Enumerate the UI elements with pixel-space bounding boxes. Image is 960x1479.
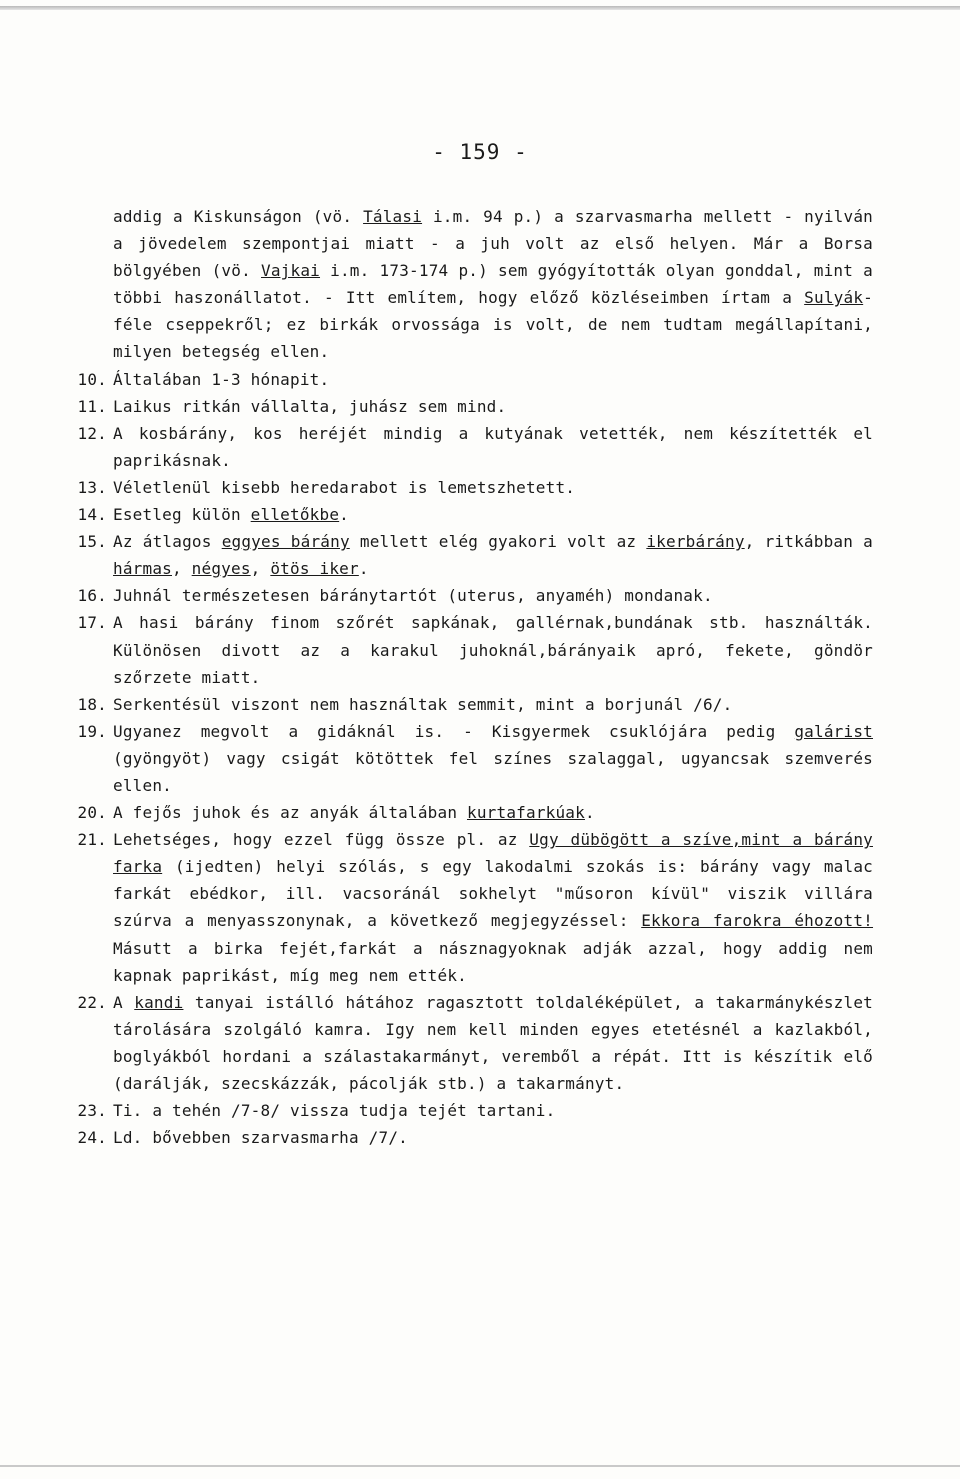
underlined-term: Ekkora farokra éhozott! bbox=[641, 911, 874, 931]
footnote-number: 13. bbox=[77, 477, 107, 497]
footnote-body bbox=[113, 501, 873, 528]
footnote-body bbox=[113, 366, 873, 393]
text-run: Másutt a birka fejét,farkát a násznagyoknak adják azzal, hogy addig nem kapnak paprikást, míg meg nem ették. bbox=[113, 938, 873, 985]
text-run: Véletlenül kisebb heredarabot is lemetszhetett. bbox=[113, 477, 576, 497]
text-run: (ijedten) helyi szólás, s egy lakodalmi szokás is: bárány vagy malac farkát ebédkor, ill. vacsoránál sokhelyt "műsoron kívül" viszik villára szúrva a menyasszonynak, a következő megjegyzéssel: bbox=[113, 857, 873, 931]
footnote-number: 17. bbox=[77, 613, 107, 633]
footnote-text bbox=[77, 203, 874, 1151]
text-run: A hasi bárány finom szőrét sapkának, gallérnak,bundának stb. használták. Különösen divott az a karakul juhoknál,bárányaik apró, fekete, göndör szőrzete miatt. bbox=[113, 613, 873, 687]
footnote-item bbox=[77, 989, 874, 1097]
footnote-number: 15. bbox=[77, 532, 107, 552]
footnote-number: 21. bbox=[77, 830, 107, 850]
footnote-number: 20. bbox=[77, 803, 107, 823]
footnote-number: 10. bbox=[77, 369, 107, 389]
page-number: - 159 - bbox=[432, 140, 528, 164]
underlined-term: hármas bbox=[113, 559, 172, 579]
footnote-body bbox=[113, 609, 873, 690]
underlined-term: Vajkai bbox=[261, 261, 321, 281]
footnote-item bbox=[77, 528, 874, 582]
footnote-item bbox=[77, 799, 873, 826]
footnote-number: 16. bbox=[77, 586, 107, 606]
footnote-item bbox=[77, 582, 873, 609]
footnote-body bbox=[113, 474, 873, 501]
text-run: . bbox=[339, 505, 350, 525]
footnote-body bbox=[113, 420, 873, 474]
footnote-number: 24. bbox=[77, 1128, 107, 1148]
footnote-item bbox=[77, 718, 873, 799]
underlined-term: ikerbárány bbox=[646, 532, 745, 552]
text-run: Általában 1-3 hónapit. bbox=[113, 369, 330, 389]
underlined-term: ötös iker bbox=[270, 559, 359, 579]
notes-list bbox=[77, 366, 874, 1152]
footnote-body bbox=[113, 393, 873, 420]
footnote-item bbox=[77, 420, 873, 474]
underlined-term: kandi bbox=[134, 992, 184, 1012]
intro-paragraph bbox=[113, 203, 873, 366]
footnote-item bbox=[77, 1124, 873, 1151]
text-run: , bbox=[172, 559, 192, 579]
footnote-item bbox=[77, 826, 874, 989]
footnote-item bbox=[77, 609, 873, 690]
footnote-number: 19. bbox=[77, 721, 107, 741]
footnote-number: 18. bbox=[77, 694, 107, 714]
footnote-item bbox=[77, 691, 873, 718]
text-run: A kosbárány, kos heréjét mindig a kutyának vetették, nem készítették el paprikásnak. bbox=[113, 423, 873, 470]
text-run: Laikus ritkán vállalta, juhász sem mind. bbox=[113, 396, 507, 416]
text-run: Ld. bővebben szarvasmarha /7/. bbox=[113, 1128, 408, 1148]
underlined-term: Ugy dübögött a szíve,mint a bárány farka bbox=[113, 830, 873, 877]
text-run: . bbox=[358, 559, 369, 579]
underlined-term: galárist bbox=[794, 721, 873, 741]
footnote-body bbox=[113, 718, 873, 799]
footnote-number: 22. bbox=[77, 992, 107, 1012]
text-run: Juhnál természetesen báránytartót (uterus, anyaméh) mondanak. bbox=[113, 586, 713, 606]
text-run: , bbox=[250, 559, 271, 579]
text-run: A bbox=[113, 992, 135, 1012]
footnote-item bbox=[77, 474, 873, 501]
footnote-body bbox=[113, 582, 873, 609]
text-run: , ritkábban a bbox=[744, 532, 874, 552]
text-run: Serkentésül viszont nem használtak semmit, mint a borjunál /6/. bbox=[113, 694, 733, 714]
footnote-body bbox=[113, 691, 873, 718]
text-run: addig a Kiskunságon (vö. bbox=[113, 207, 364, 226]
footnote-item bbox=[77, 366, 873, 393]
footnote-item bbox=[77, 1097, 873, 1124]
text-run: Lehetséges, hogy ezzel függ össze pl. az bbox=[113, 830, 530, 850]
text-run: Ugyanez megvolt a gidáknál is. - Kisgyermek csuklójára pedig bbox=[113, 721, 795, 741]
footnote-body bbox=[113, 1124, 873, 1151]
text-run: Ti. a tehén /7-8/ vissza tudja tejét tartani. bbox=[113, 1101, 556, 1121]
footnote-number: 12. bbox=[77, 423, 107, 443]
text-run: A fejős juhok és az anyák általában bbox=[113, 803, 467, 823]
underlined-term: elletőkbe bbox=[250, 505, 340, 525]
footnote-item bbox=[77, 501, 873, 528]
footnote-number: 14. bbox=[77, 505, 107, 525]
text-run: Az átlagos bbox=[113, 532, 222, 552]
footnote-item bbox=[77, 393, 873, 420]
text-run: i.m. 94 p.) a szarvasmarha mellett - nyilván a jövedelem szempontjai miatt - a juh volt az első helyen. Már a Borsa bölgyében (vö. bbox=[113, 207, 873, 281]
text-run: tanyai istálló hátához ragasztott toldaléképület, a takarmánykészlet tárolására szolgáló kamra. Igy nem kell minden egyes etetésnél a kazlakból, boglyákból hordani a szálastakarmányt, veremből a répát. Itt is készítik elő (darálják, szecskázzák, pácolják stb.) a takarmányt. bbox=[113, 992, 874, 1093]
footnote-body bbox=[113, 528, 873, 582]
underlined-term: kurtafarkúak bbox=[466, 803, 585, 823]
text-run: Esetleg külön bbox=[113, 505, 251, 525]
text-run: . bbox=[584, 803, 595, 823]
footnote-number: 11. bbox=[77, 396, 107, 416]
top-scan-edge bbox=[0, 6, 960, 10]
underlined-term: Sulyák bbox=[804, 288, 864, 308]
bottom-scan-edge bbox=[0, 1465, 960, 1467]
underlined-term: négyes bbox=[191, 559, 251, 579]
footnote-body bbox=[113, 826, 873, 989]
footnote-body bbox=[113, 1097, 873, 1124]
text-run: -féle cseppekről; ez birkák orvossága is volt, de nem tudtam megállapítani, milyen betegség ellen. bbox=[113, 288, 873, 362]
underlined-term: Tálasi bbox=[363, 207, 423, 226]
footnote-body bbox=[113, 799, 873, 826]
underlined-term: eggyes bárány bbox=[221, 532, 350, 552]
text-run: i.m. 173-174 p.) sem gyógyították olyan gonddal, mint a többi haszonállatot. - Itt említem, hogy előző közléseimben írtam a bbox=[113, 261, 873, 308]
text-run: (gyöngyöt) vagy csigát kötöttek fel színes szalaggal, ugyancsak szemverés ellen. bbox=[113, 748, 873, 795]
footnote-body bbox=[113, 989, 873, 1097]
text-run: mellett elég gyakori volt az bbox=[349, 532, 647, 552]
footnote-number: 23. bbox=[77, 1101, 107, 1121]
